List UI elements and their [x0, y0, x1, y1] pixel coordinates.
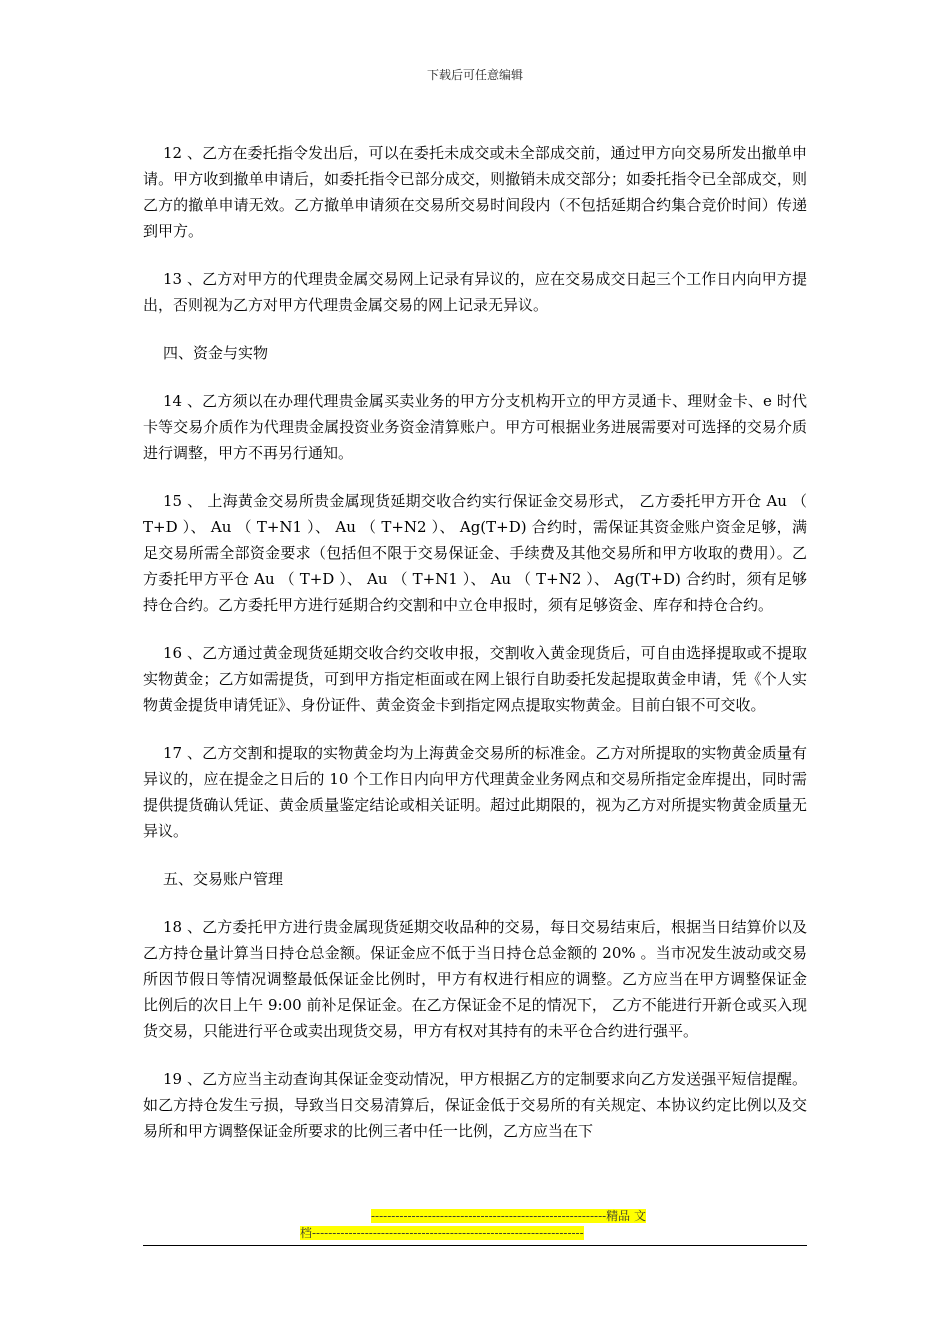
clause-16: 16 、乙方通过黄金现货延期交收合约交收申报，交割收入黄金现货后，可自由选择提取或不提取实物黄金；乙方如需提货，可到甲方指定柜面或在网上银行自助委托发起提取黄金申请，凭《个人实物黄金提货申请凭证》、身份证件、黄金资金卡到指定网点提取实物黄金。目前白银不可交收。 — [143, 644, 807, 714]
footer-watermark — [300, 1208, 650, 1242]
clause-17: 17 、乙方交割和提取的实物黄金均为上海黄金交易所的标准金。乙方对所提取的实物黄金质量有异议的，应在提金之日后的 10 个工作日内向甲方代理黄金业务网点和交易所指定金库提出，同时需提供提货确认凭证、黄金质量鉴定结论或相关证明。超过此期限的，视为乙方对所提实物黄金质量无异议。 — [143, 744, 807, 840]
section-heading-account: 五、交易账户管理 — [163, 870, 284, 888]
footer-divider — [143, 1245, 807, 1246]
clause-19: 19 、乙方应当主动查询其保证金变动情况，甲方根据乙方的定制要求向乙方发送强平短信提醒。如乙方持仓发生亏损，导致当日交易清算后，保证金低于交易所的有关规定、本协议约定比例以及交易所和甲方调整保证金所要求的比例三者中任一比例，乙方应当在下 — [143, 1070, 807, 1140]
footer-watermark-line2: 档------------------------------------------------------------------- — [300, 1226, 584, 1240]
page-header: 下载后可任意编辑 — [426, 68, 523, 82]
footer-watermark-line1: ----------------------------------------------------------精品 文 — [371, 1209, 646, 1223]
clause-12: 12 、乙方在委托指令发出后，可以在委托未成交或未全部成交前，通过甲方向交易所发出撤单申请。甲方收到撤单申请后，如委托指令已部分成交，则撤销未成交部分；如委托指令已全部成交，则乙方的撤单申请无效。乙方撤单申请须在交易所交易时间段内（不包括延期合约集合竞价时间）传递到甲方。 — [143, 144, 807, 240]
clause-15: 15 、 上海黄金交易所贵金属现货延期交收合约实行保证金交易形式， 乙方委托甲方开仓 Au （ T+D ）、 Au （ T+N1 ）、 Au （ T+N2 ）、 Ag(T+D) 合约时，需保证其资金账户资金足够，满足交易所需全部资金要求（包括但不限于交易保证金、手续费及其他交易所和甲方收取的费用）。乙方委托甲方平仓 Au （ T+D ）、 Au （ T+N1 ）、 Au （ T+N2 ）、 Ag(T+D) 合约时，须有足够持仓合约。乙方委托甲方进行延期合约交割和中立仓申报时，须有足够资金、库存和持仓合约。 — [143, 492, 807, 614]
clause-14: 14 、乙方须以在办理代理贵金属买卖业务的甲方分支机构开立的甲方灵通卡、理财金卡、e 时代卡等交易介质作为代理贵金属投资业务资金清算账户。甲方可根据业务进展需要对可选择的交易介质进行调整，甲方不再另行通知。 — [143, 392, 807, 462]
clause-18: 18 、乙方委托甲方进行贵金属现货延期交收品种的交易，每日交易结束后，根据当日结算价以及乙方持仓量计算当日持仓总金额。保证金应不低于当日持仓总金额的 20% 。当市况发生波动或交易所因节假日等情况调整最低保证金比例时，甲方有权进行相应的调整。乙方应当在甲方调整保证金 比例后的次日上午 9:00 前补足保证金。在乙方保证金不足的情况下， 乙方不能进行开新仓或买入现货交易，只能进行平仓或卖出现货交易，甲方有权对其持有的未平仓合约进行强平。 — [143, 918, 807, 1040]
clause-13: 13 、乙方对甲方的代理贵金属交易网上记录有异议的，应在交易成交日起三个工作日内向甲方提出，否则视为乙方对甲方代理贵金属交易的网上记录无异议。 — [143, 270, 807, 314]
document-body — [143, 140, 807, 1166]
section-heading-funds: 四、资金与实物 — [163, 344, 269, 362]
